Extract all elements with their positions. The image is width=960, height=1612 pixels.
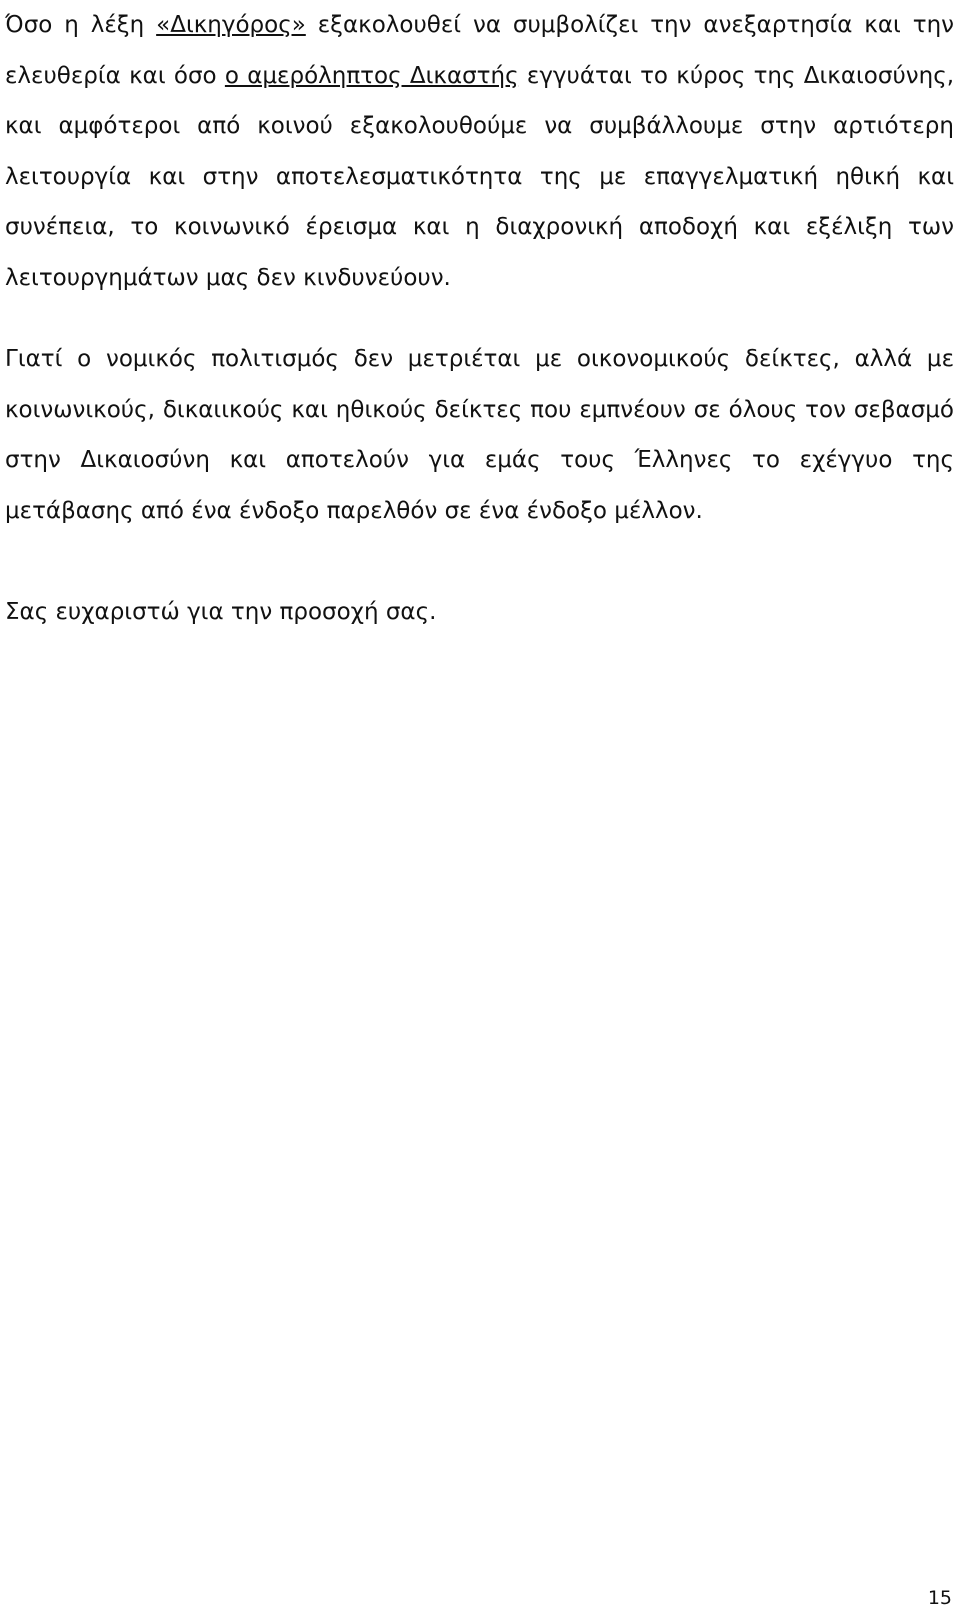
paragraph-text: εγγυάται το κύρος της Δικαιοσύνης, και αμφότεροι από κοινού εξακολουθούμε να συμβάλλουμε στην αρτιότερη λειτουργία και στην αποτελεσματικότητα της με επαγγελματική ηθική και συνέπεια, το κοινωνικό έρεισμα και η διαχρονική αποδοχή και εξέλιξη των λειτουργημάτων μας δεν κινδυνεύουν.: [5, 62, 954, 291]
underlined-term-lawyer: «Δικηγόρος»: [156, 12, 306, 38]
page-number: 15: [927, 1587, 952, 1609]
body-paragraph: [5, 0, 954, 303]
underlined-term-judge: ο αμερόληπτος Δικαστής: [224, 62, 519, 89]
paragraph-text: εξακολουθεί να συμβολίζει την ανεξαρτησία και την ελευθερία και όσο: [5, 12, 954, 89]
paragraph-text: Όσο η λέξη: [5, 12, 157, 38]
body-paragraph: Γιατί ο νομικός πολιτισμός δεν μετριέται με οικονομικούς δείκτες, αλλά με κοινωνικούς, δικαιικούς και ηθικούς δείκτες που εμπνέουν σε όλους τον σεβασμό στην Δικαιοσύνη και αποτελούν για εμάς τους Έλληνες το εχέγγυο της μετάβασης από ένα ένδοξο παρελθόν σε ένα ένδοξο μέλλον.: [5, 346, 954, 524]
closing-line: Σας ευχαριστώ για την προσοχή σας.: [5, 599, 437, 625]
